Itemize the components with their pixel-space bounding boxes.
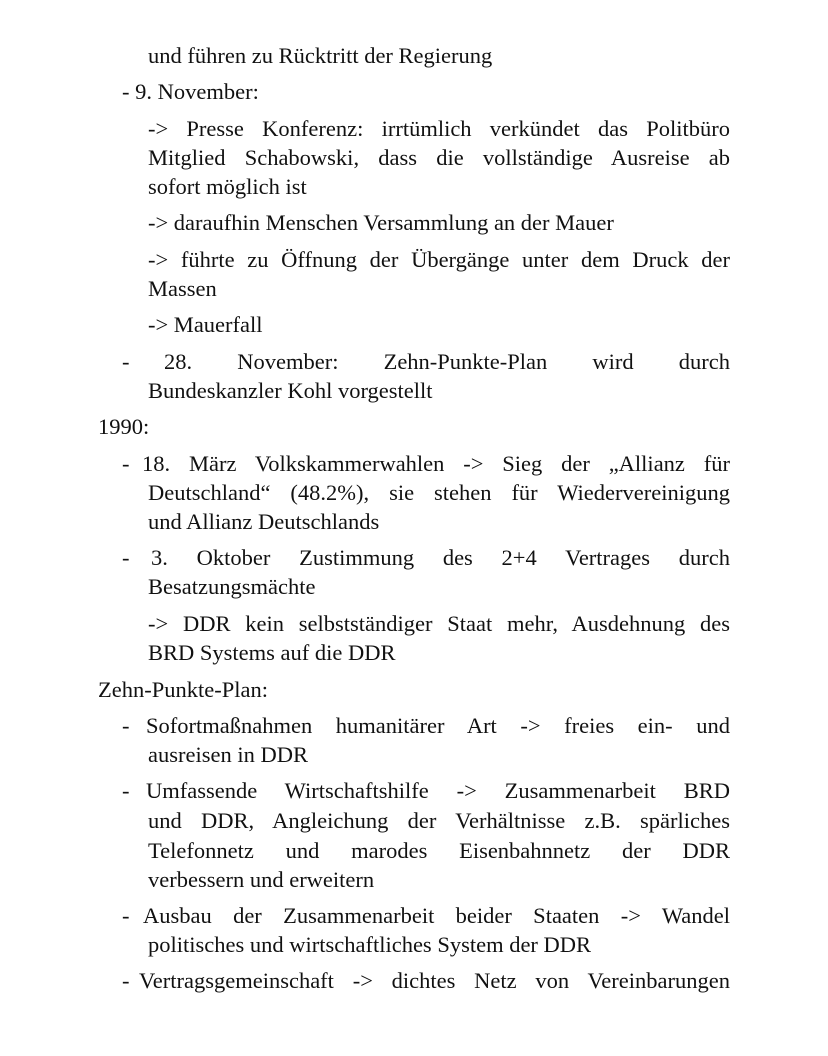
- plan-heading: Zehn-Punkte-Plan:: [98, 677, 268, 702]
- plan-item-2-dash: -: [122, 778, 130, 803]
- continuation-line: und führen zu Rücktritt der Regierung: [148, 43, 493, 68]
- item-1990-1-line1: 18. März Volkskammerwahlen -> Sieg der „Allianz für: [142, 451, 730, 476]
- nov9-sub2: -> daraufhin Menschen Versammlung an der Mauer: [148, 210, 614, 235]
- plan-item-4-line1: Vertragsgemeinschaft -> dichtes Netz von Vereinbarungen: [139, 968, 730, 993]
- plan-item-3-line1: Ausbau der Zusammenarbeit beider Staaten -> Wandel: [143, 903, 730, 928]
- nov28-dash: -: [122, 349, 130, 374]
- item-1990-1-dash: -: [122, 451, 130, 476]
- plan-item-1-line1: Sofortmaßnahmen humanitärer Art -> freies ein- und: [146, 713, 730, 738]
- item-1990-2-line2: Besatzungsmächte: [148, 574, 316, 599]
- nov9-label: - 9. November:: [122, 79, 259, 104]
- item-1990-2-dash: -: [122, 545, 130, 570]
- plan-item-2-line1: Umfassende Wirtschaftshilfe -> Zusammenarbeit BRD: [146, 778, 730, 803]
- plan-item-2-line4: verbessern und erweitern: [148, 867, 375, 892]
- item-1990-1-line3: und Allianz Deutschlands: [148, 509, 380, 534]
- plan-item-3-dash: -: [122, 903, 130, 928]
- nov9-sub1-line3: sofort möglich ist: [148, 174, 307, 199]
- plan-item-2-line2: und DDR, Angleichung der Verhältnisse z.B. spärliches: [148, 808, 730, 833]
- item-1990-2-sub-line1: -> DDR kein selbstständiger Staat mehr, Ausdehnung des: [148, 611, 730, 636]
- item-1990-2-line1: 3. Oktober Zustimmung des 2+4 Vertrages durch: [151, 545, 730, 570]
- item-1990-1-line2: Deutschland“ (48.2%), sie stehen für Wiedervereinigung: [148, 480, 730, 505]
- plan-item-4-dash: -: [122, 968, 130, 993]
- year-heading: 1990:: [98, 414, 150, 439]
- plan-item-2-line3: Telefonnetz und marodes Eisenbahnnetz der DDR: [148, 838, 730, 863]
- item-1990-2-sub-line2: BRD Systems auf die DDR: [148, 640, 396, 665]
- nov9-sub1-line2: Mitglied Schabowski, dass die vollständige Ausreise ab: [148, 145, 730, 170]
- plan-item-1-line2: ausreisen in DDR: [148, 742, 308, 767]
- nov28-line2: Bundeskanzler Kohl vorgestellt: [148, 378, 433, 403]
- plan-item-1-dash: -: [122, 713, 130, 738]
- nov9-sub3-line1: -> führte zu Öffnung der Übergänge unter dem Druck der: [148, 247, 730, 272]
- nov28-line1: 28. November: Zehn-Punkte-Plan wird durch: [164, 349, 730, 374]
- plan-item-3-line2: politisches und wirtschaftliches System der DDR: [148, 932, 592, 957]
- nov9-sub3-line2: Massen: [148, 276, 217, 301]
- nov9-sub4: -> Mauerfall: [148, 312, 263, 337]
- nov9-sub1-line1: -> Presse Konferenz: irrtümlich verkündet das Politbüro: [148, 116, 730, 141]
